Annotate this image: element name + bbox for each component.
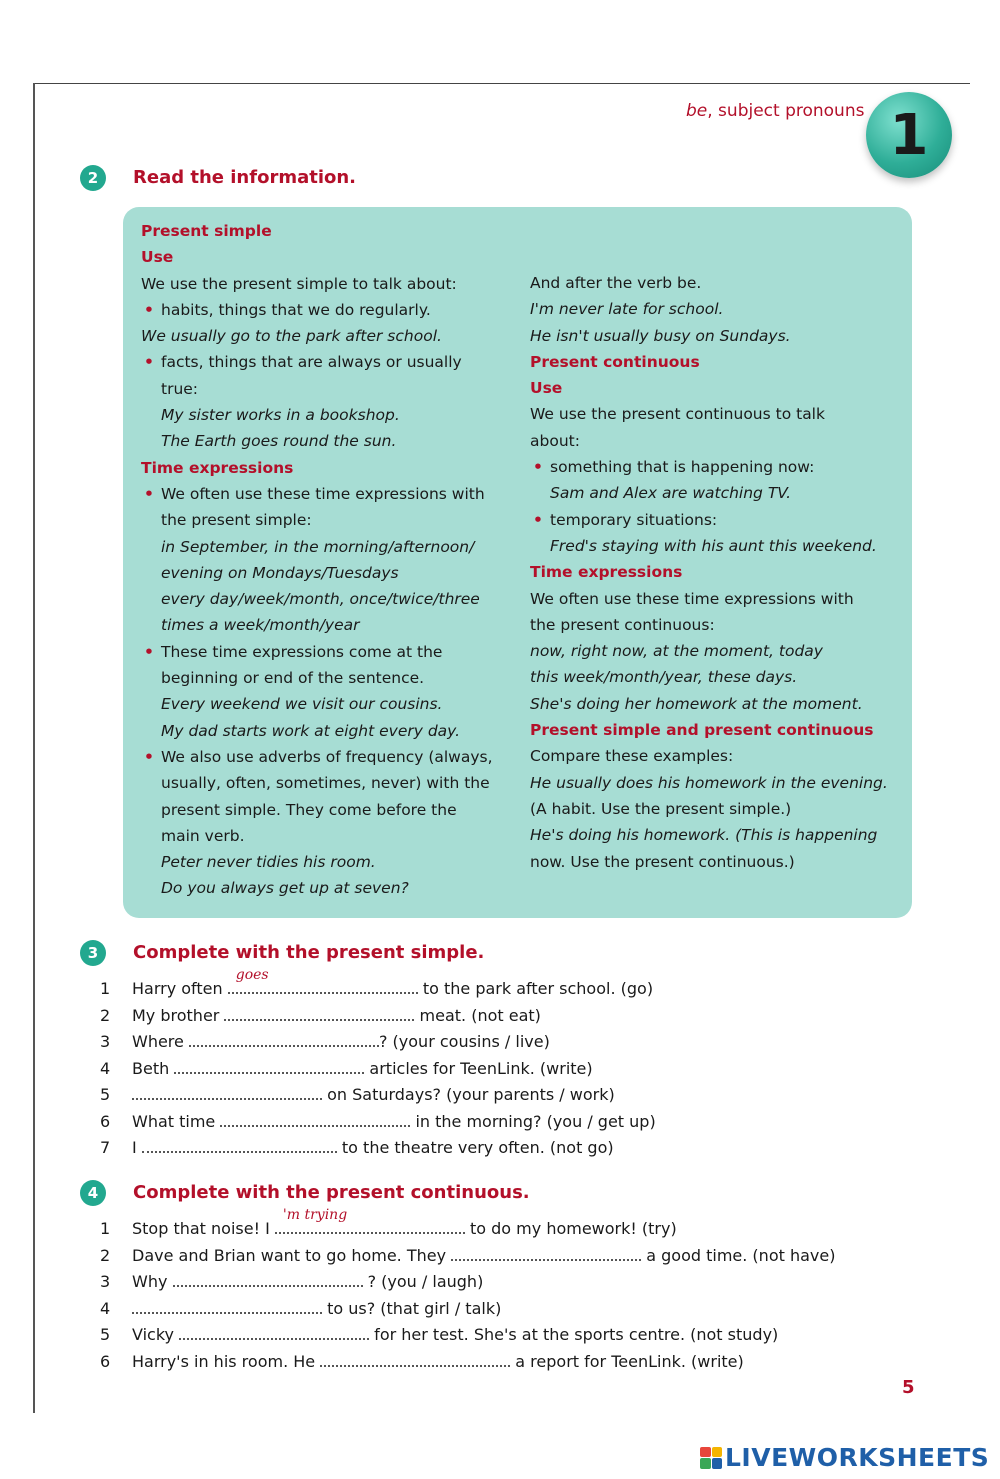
exercise-sentence: [132, 1135, 614, 1162]
page-number: 5: [902, 1377, 915, 1398]
answer-blank[interactable]: [320, 1351, 510, 1367]
sentence-start: Harry often: [132, 979, 228, 998]
info-line: in September, in the morning/afternoon/: [161, 537, 475, 556]
info-line: Use: [141, 248, 174, 267]
sentence-start: My brother: [132, 1005, 225, 1025]
answer-blank[interactable]: [224, 1005, 414, 1021]
info-line: the present continuous:: [530, 615, 715, 634]
info-line: times a week/month/year: [161, 616, 360, 635]
exercise-number: 5: [100, 1325, 111, 1344]
exercise-number: 6: [100, 1351, 111, 1371]
section-2-badge: 2: [80, 165, 106, 191]
info-line: The Earth goes round the sun.: [161, 432, 397, 451]
info-line: the present simple:: [161, 511, 312, 530]
header-topic: be, subject pronouns: [686, 101, 865, 121]
answer-blank[interactable]: [275, 1206, 465, 1234]
section-2-title: Read the information.: [133, 167, 357, 188]
info-line: • These time expressions come at the: [141, 639, 511, 665]
info-line: Peter never tidies his room.: [161, 853, 376, 872]
info-line: Present simple: [141, 222, 272, 240]
info-line: My sister works in a bookshop.: [161, 406, 400, 425]
info-line: He's doing his homework. (This is happening: [530, 826, 878, 845]
info-line: We use the present continuous to talk: [530, 405, 825, 424]
exercise-sentence: [132, 1109, 656, 1136]
sentence-end: a good time. (not have): [641, 1245, 836, 1265]
info-line: We use the present simple to talk about:: [141, 274, 457, 293]
sentence-start: Where: [132, 1032, 189, 1051]
answer-blank[interactable]: [179, 1324, 369, 1340]
exercise-number: 5: [100, 1085, 111, 1104]
info-line: Every weekend we visit our cousins.: [161, 695, 443, 714]
info-line: We often use these time expressions with: [530, 589, 854, 608]
info-line: • facts, things that are always or usually: [141, 349, 511, 375]
info-line: usually, often, sometimes, never) with the: [161, 774, 490, 793]
answer-blank[interactable]: [220, 1111, 410, 1127]
sentence-end: for her test. She's at the sports centre. (not study): [369, 1325, 779, 1344]
info-left-column: [141, 218, 511, 902]
info-line: (A habit. Use the present simple.): [530, 799, 792, 818]
exercise-number: 3: [100, 1032, 111, 1051]
sentence-start: Stop that noise! I: [132, 1219, 275, 1238]
info-line: Do you always get up at seven?: [161, 879, 409, 898]
info-line: Present simple and present continuous: [530, 721, 874, 740]
sentence-start: Vicky: [132, 1325, 180, 1344]
section-3-badge: 3: [80, 940, 106, 966]
info-line: about:: [530, 431, 580, 450]
unit-number-badge: 1: [866, 92, 952, 178]
info-line: beginning or end of the sentence.: [161, 669, 425, 688]
info-line: • We often use these time expressions with: [141, 481, 511, 507]
exercise-number: 2: [100, 1005, 111, 1025]
answer-blank[interactable]: [174, 1058, 364, 1074]
info-line: • habits, things that we do regularly.: [141, 297, 511, 323]
answer-blank[interactable]: [132, 1084, 322, 1100]
sentence-start: What time: [132, 1111, 221, 1131]
info-line: He isn't usually busy on Sundays.: [530, 326, 791, 345]
info-line: Time expressions: [530, 563, 683, 582]
sentence-end: articles for TeenLink. (write): [364, 1058, 593, 1078]
exercise-sentence: [132, 1056, 593, 1083]
sentence-start: Dave and Brian want to go home. They: [132, 1245, 452, 1265]
answer-blank[interactable]: [142, 1137, 337, 1153]
sentence-end: ? (your cousins / live): [378, 1032, 550, 1051]
info-line: this week/month/year, these days.: [530, 668, 798, 687]
answer-blank[interactable]: [451, 1245, 641, 1261]
section-4-badge: 4: [80, 1180, 106, 1206]
info-line: • something that is happening now:: [530, 454, 900, 480]
info-line: • temporary situations:: [530, 507, 900, 533]
sentence-end: to the theatre very often. (not go): [336, 1138, 614, 1157]
exercise-number: 3: [100, 1272, 111, 1291]
info-line: now. Use the present continuous.): [530, 852, 795, 871]
answer-text: 'm trying: [282, 1206, 348, 1223]
sentence-start: Beth: [132, 1058, 175, 1078]
exercise-sentence: [132, 1269, 483, 1296]
info-line: I'm never late for school.: [530, 300, 724, 319]
answer-blank[interactable]: [132, 1298, 322, 1314]
sentence-end: ? (you / laugh): [362, 1272, 484, 1291]
info-line: true:: [161, 379, 199, 398]
exercise-sentence: [132, 1206, 677, 1243]
sentence-end: in the morning? (you / get up): [410, 1111, 656, 1131]
exercise-number: 7: [100, 1138, 111, 1157]
info-line: Compare these examples:: [530, 747, 734, 766]
sentence-start: I: [132, 1138, 142, 1157]
info-line: Fred's staying with his aunt this weekend.: [550, 536, 877, 555]
info-line: My dad starts work at eight every day.: [161, 721, 461, 740]
exercise-sentence: [132, 1296, 501, 1323]
exercise-sentence: [132, 1349, 744, 1376]
exercise-number: 6: [100, 1111, 111, 1131]
info-line: Present continuous: [530, 352, 700, 371]
exercise-sentence: [132, 1322, 778, 1349]
info-line: He usually does his homework in the evening.: [530, 773, 888, 792]
sentence-start: Harry's in his room. He: [132, 1351, 321, 1371]
info-line: She's doing her homework at the moment.: [530, 694, 863, 713]
liveworksheets-logo: LIVEWORKSHEETS: [700, 1443, 989, 1472]
exercise-sentence: [132, 966, 654, 1003]
sentence-end: to do my homework! (try): [464, 1219, 677, 1238]
info-line: • We also use adverbs of frequency (always,: [141, 744, 511, 770]
info-line: Sam and Alex are watching TV.: [550, 484, 792, 503]
answer-blank[interactable]: [189, 1031, 379, 1047]
info-line: now, right now, at the moment, today: [530, 642, 823, 661]
answer-blank[interactable]: [228, 966, 418, 994]
exercise-number: 1: [100, 1219, 111, 1238]
exercise-sentence: [132, 1243, 835, 1270]
exercise-sentence: [132, 1082, 615, 1109]
info-line: present simple. They come before the: [161, 800, 457, 819]
info-right-column: [530, 270, 900, 875]
exercise-number: 2: [100, 1245, 111, 1265]
info-line: every day/week/month, once/twice/three: [161, 590, 480, 609]
section-3-title: Complete with the present simple.: [133, 942, 485, 963]
sentence-end: to us? (that girl / talk): [322, 1298, 502, 1318]
page-edge-top: [34, 83, 970, 84]
exercise-sentence: [132, 1029, 550, 1056]
exercise-number: 4: [100, 1058, 111, 1078]
info-line: We usually go to the park after school.: [141, 327, 442, 346]
sentence-end: a report for TeenLink. (write): [510, 1351, 744, 1371]
exercise-number: 4: [100, 1298, 111, 1318]
answer-blank[interactable]: [173, 1271, 363, 1287]
answer-text: goes: [235, 966, 269, 983]
sentence-start: Why: [132, 1272, 173, 1291]
section-4-title: Complete with the present continuous.: [133, 1182, 530, 1203]
info-line: Time expressions: [141, 458, 294, 477]
page-edge-left: [33, 83, 35, 1413]
exercise-sentence: [132, 1003, 541, 1030]
liveworksheets-mark-icon: [700, 1447, 722, 1469]
info-line: And after the verb be.: [530, 274, 702, 292]
sentence-end: to the park after school. (go): [417, 979, 654, 998]
info-line: evening on Mondays/Tuesdays: [161, 563, 399, 582]
sentence-end: meat. (not eat): [414, 1005, 541, 1025]
exercise-number: 1: [100, 979, 111, 998]
sentence-end: on Saturdays? (your parents / work): [322, 1085, 615, 1104]
info-line: Use: [530, 379, 563, 398]
info-line: main verb.: [161, 826, 245, 845]
